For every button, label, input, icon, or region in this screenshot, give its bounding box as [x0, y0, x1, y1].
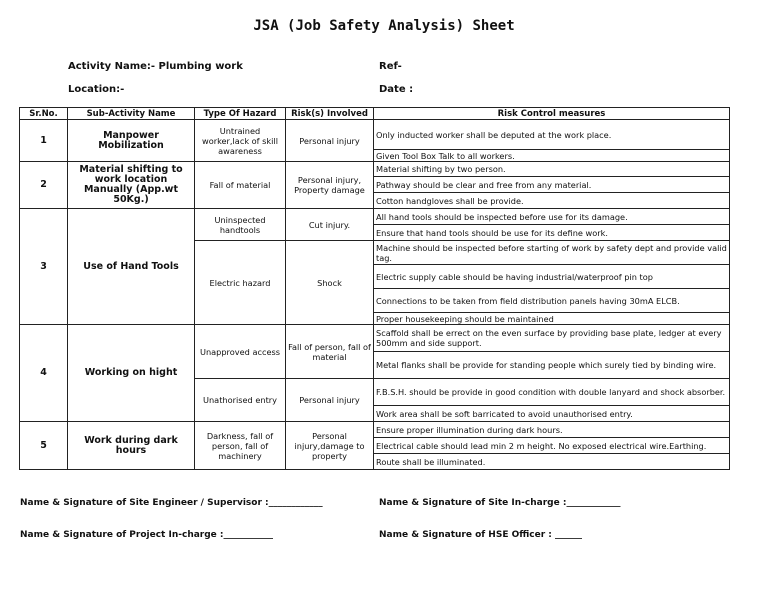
control-measure: Cotton handgloves shall be provide. [374, 193, 730, 209]
table-row [20, 209, 730, 225]
table-row [20, 162, 730, 177]
sr-no: 1 [20, 120, 68, 162]
control-measure: Ensure proper illumination during dark hours. [374, 422, 730, 438]
sub-activity-name: Work during dark hours [68, 422, 195, 470]
control-measure: Material shifting by two person. [374, 162, 730, 177]
control-measure: Route shall be illuminated. [374, 454, 730, 470]
control-measure: Machine should be inspected before starting of work by safety dept and provide valid tag. [374, 241, 730, 265]
sr-no: 4 [20, 325, 68, 422]
control-measure: Given Tool Box Talk to all workers. [374, 150, 730, 162]
table-row [20, 325, 730, 352]
control-measure: Work area shall be soft barricated to avoid unauthorised entry. [374, 406, 730, 422]
reference: Ref- [379, 61, 402, 72]
jsa-table [19, 107, 730, 470]
control-measure: Electrical cable should lead min 2 m height. No exposed electrical wire.Earthing. [374, 438, 730, 454]
sub-activity-name: Use of Hand Tools [68, 209, 195, 325]
sub-activity-name: Manpower Mobilization [68, 120, 195, 162]
table-header-row [20, 108, 730, 120]
control-measure: Metal flanks shall be provide for standing people which surely tied by binding wire. [374, 352, 730, 379]
location: Location:- [68, 84, 125, 95]
control-measure: Ensure that hand tools should be use for its define work. [374, 225, 730, 241]
page-title: JSA (Job Safety Analysis) Sheet [253, 18, 515, 34]
col-header-sub-activity: Sub-Activity Name [68, 108, 195, 120]
activity-name: Activity Name:- Plumbing work [68, 61, 243, 72]
risk-involved: Shock [286, 241, 374, 325]
sr-no: 5 [20, 422, 68, 470]
risk-involved: Cut injury. [286, 209, 374, 241]
control-measure: F.B.S.H. should be provide in good condition with double lanyard and shock absorber. [374, 379, 730, 406]
col-header-sr-no: Sr.No. [20, 108, 68, 120]
sub-activity-name: Material shifting to work location Manually (App.wt 50Kg.) [68, 162, 195, 209]
hazard-type: Darkness, fall of person, fall of machinery [195, 422, 286, 470]
control-measure: Scaffold shall be errect on the even surface by providing base plate, ledger at every 500mm and side support. [374, 325, 730, 352]
control-measure: Pathway should be clear and free from any material. [374, 177, 730, 193]
risk-involved: Fall of person, fall of material [286, 325, 374, 379]
site-engineer-signature: Name & Signature of Site Engineer / Supervisor :____________ [20, 498, 323, 508]
risk-involved: Personal injury [286, 120, 374, 162]
control-measure: All hand tools should be inspected before use for its damage. [374, 209, 730, 225]
risk-involved: Personal injury,damage to property [286, 422, 374, 470]
col-header-hazard-type: Type Of Hazard [195, 108, 286, 120]
hazard-type: Untrained worker,lack of skill awareness [195, 120, 286, 162]
date: Date : [379, 84, 414, 95]
hazard-type: Unathorised entry [195, 379, 286, 422]
sr-no: 2 [20, 162, 68, 209]
project-incharge-signature: Name & Signature of Project In-charge :___________ [20, 530, 274, 540]
control-measure: Electric supply cable should be having industrial/waterproof pin top [374, 265, 730, 289]
sub-activity-name: Working on hight [68, 325, 195, 422]
hazard-type: Electric hazard [195, 241, 286, 325]
hazard-type: Unapproved access [195, 325, 286, 379]
risk-involved: Personal injury, Property damage [286, 162, 374, 209]
hazard-type: Fall of material [195, 162, 286, 209]
hse-officer-signature: Name & Signature of HSE Officer : ______ [379, 530, 583, 540]
table-row [20, 120, 730, 150]
col-header-risks: Risk(s) Involved [286, 108, 374, 120]
site-incharge-signature: Name & Signature of Site In-charge :____________ [379, 498, 621, 508]
hazard-type: Uninspected handtools [195, 209, 286, 241]
risk-involved: Personal injury [286, 379, 374, 422]
sr-no: 3 [20, 209, 68, 325]
control-measure: Connections to be taken from field distribution panels having 30mA ELCB. [374, 289, 730, 313]
table-row [20, 422, 730, 438]
control-measure: Proper housekeeping should be maintained [374, 313, 730, 325]
col-header-control-measures: Risk Control measures [374, 108, 730, 120]
control-measure: Only inducted worker shall be deputed at the work place. [374, 120, 730, 150]
